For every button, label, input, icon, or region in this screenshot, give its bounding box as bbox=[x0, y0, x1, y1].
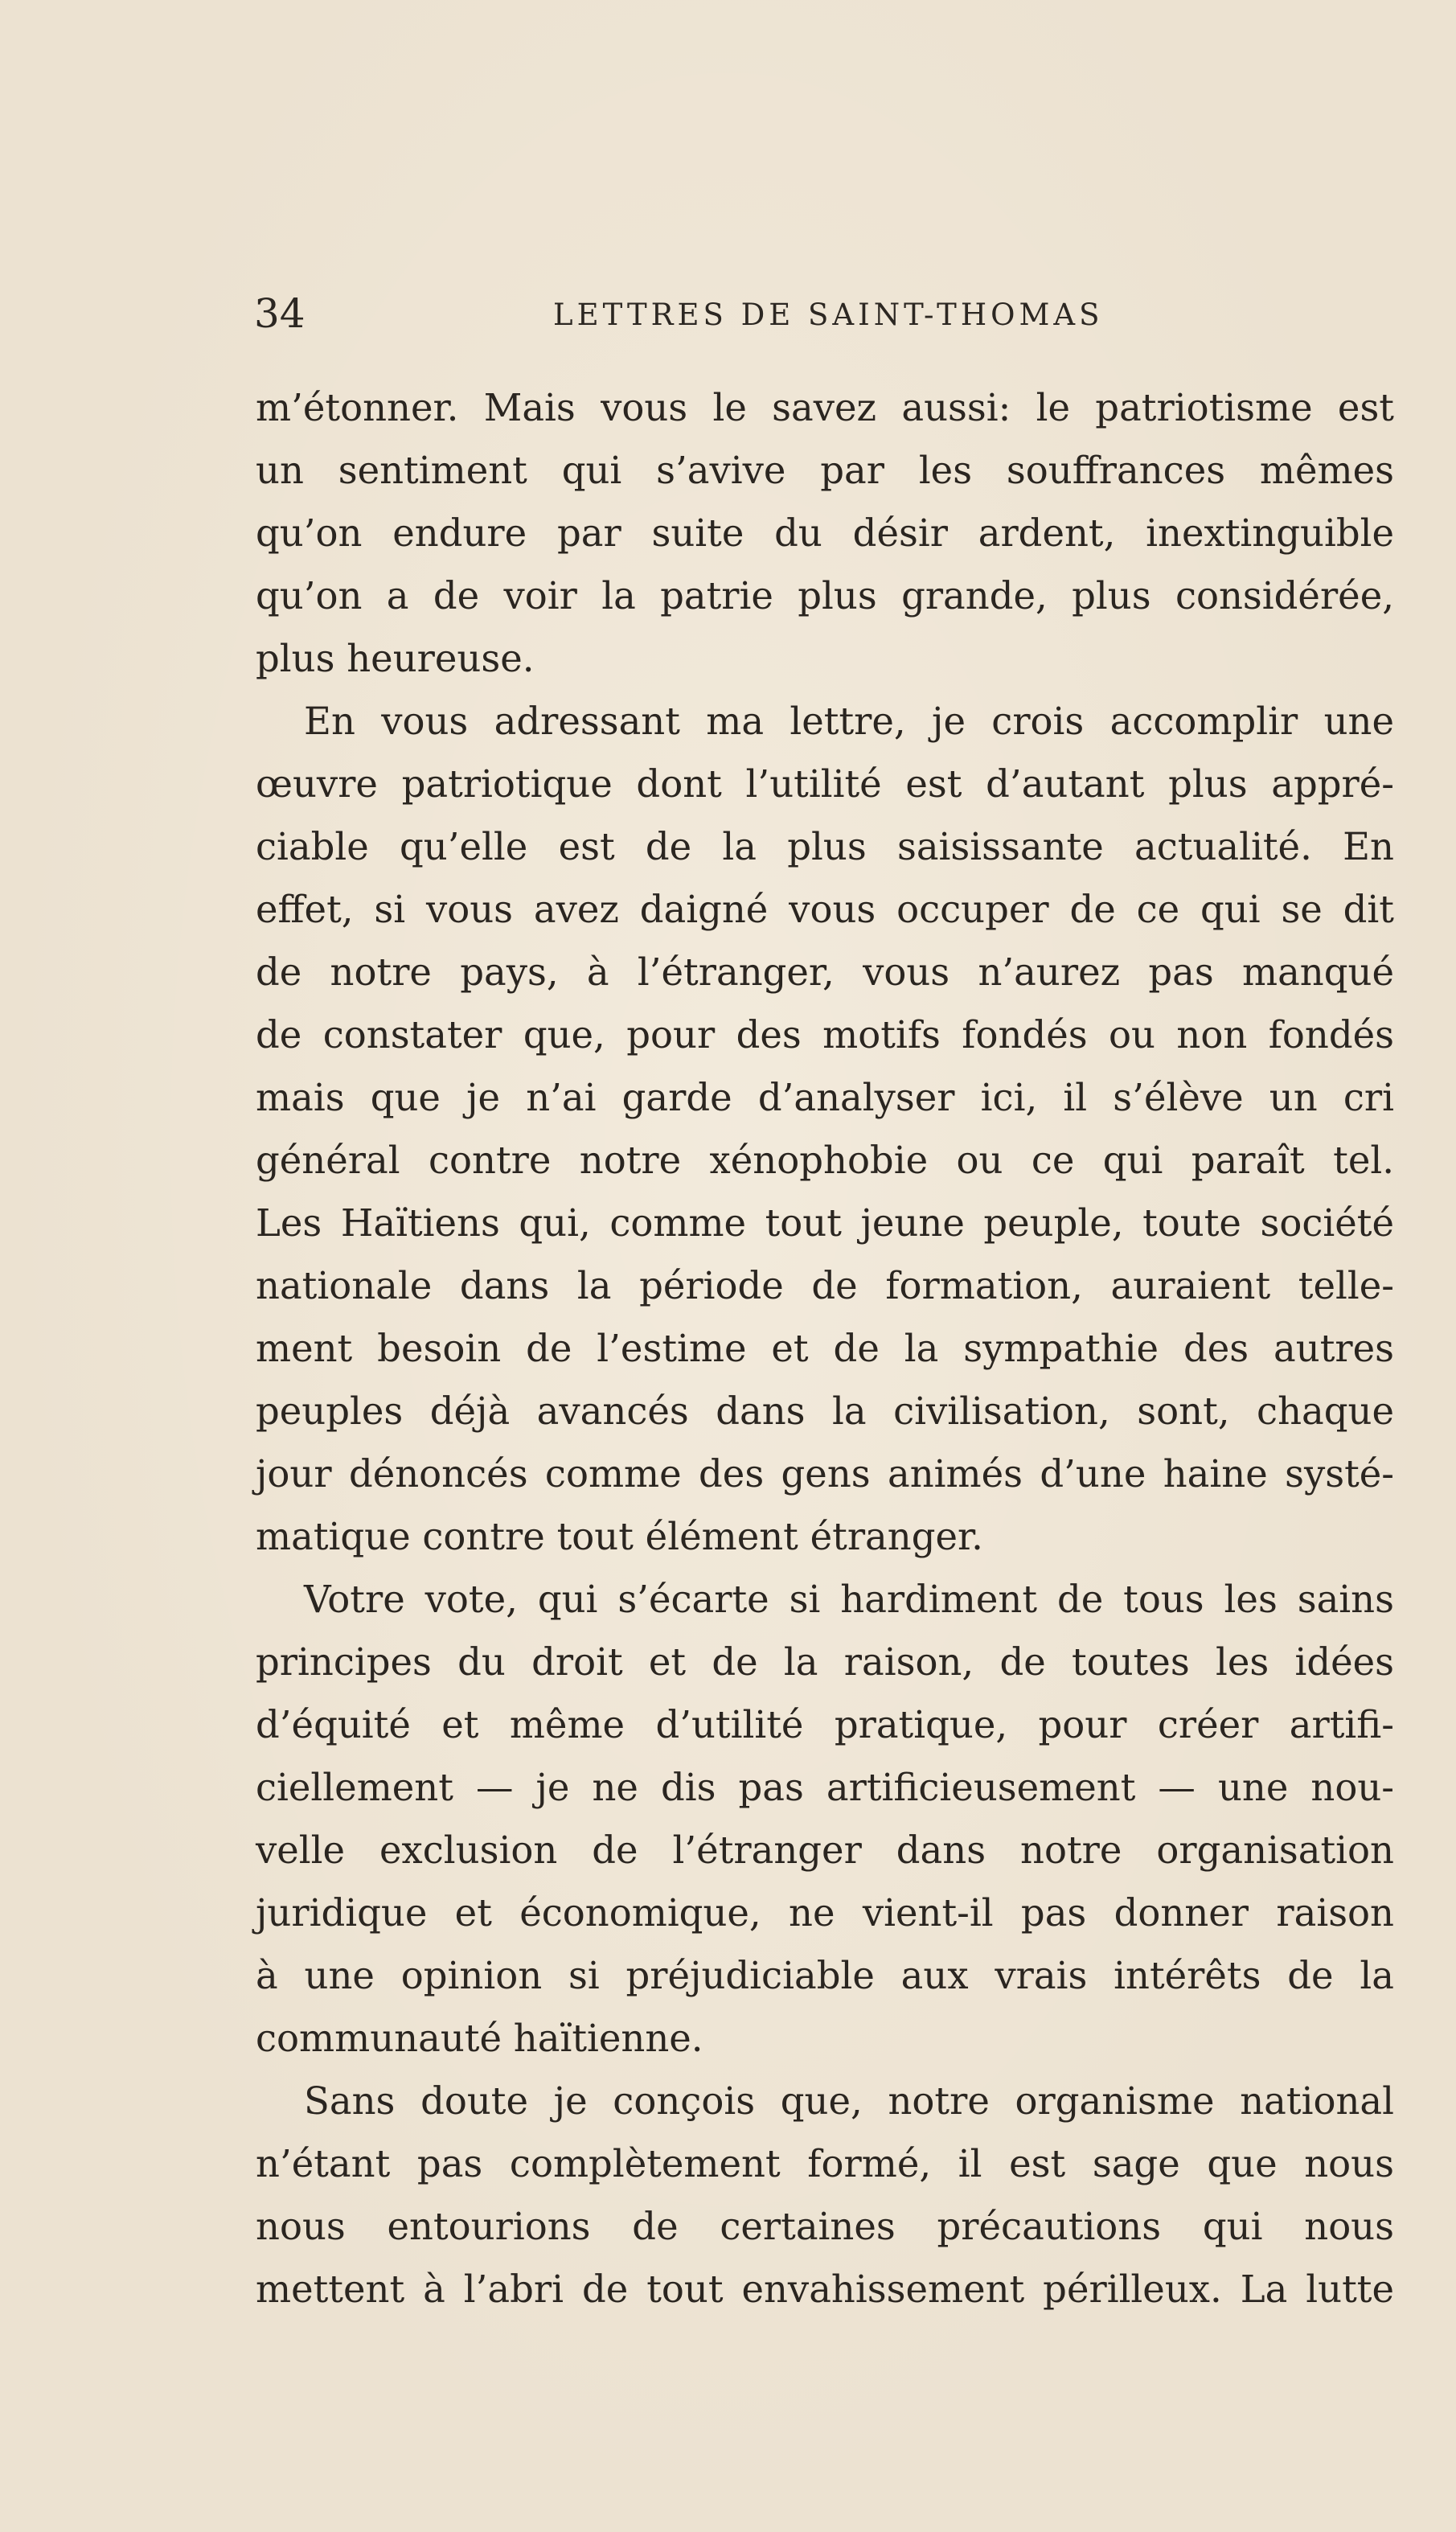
text-line: Votre vote, qui s’écarte si hardiment de tous les sains bbox=[304, 1578, 1394, 1621]
body-text bbox=[256, 376, 1394, 2321]
text-line: principes du droit et de la raison, de toutes les idées bbox=[256, 1640, 1394, 1684]
text-line: ciable qu’elle est de la plus saisissante actualité. En bbox=[256, 825, 1394, 868]
text-line: un sentiment qui s’avive par les souffrances mêmes bbox=[256, 449, 1394, 492]
text-line: n’étant pas complètement formé, il est sage que nous bbox=[256, 2142, 1394, 2185]
text-line: qu’on endure par suite du désir ardent, inextinguible bbox=[256, 511, 1394, 555]
text-line: communauté haïtienne. bbox=[256, 2017, 703, 2060]
text-line: œuvre patriotique dont l’utilité est d’autant plus appré- bbox=[256, 762, 1394, 806]
text-line: plus heureuse. bbox=[256, 637, 535, 680]
text-line: d’équité et même d’utilité pratique, pour créer artifi- bbox=[256, 1703, 1394, 1746]
text-line: En vous adressant ma lettre, je crois accomplir une bbox=[304, 700, 1394, 743]
text-line: m’étonner. Mais vous le savez aussi: le patriotisme est bbox=[256, 386, 1394, 429]
text-line: à une opinion si préjudiciable aux vrais intérêts de la bbox=[256, 1954, 1394, 1997]
text-line: matique contre tout élément étranger. bbox=[256, 1515, 983, 1558]
text-line: mais que je n’ai garde d’analyser ici, il s’élève un cri bbox=[256, 1076, 1394, 1119]
text-line: effet, si vous avez daigné vous occuper de ce qui se dit bbox=[256, 888, 1394, 931]
page-number: 34 bbox=[254, 290, 306, 337]
text-line: juridique et économique, ne vient-il pas donner raison bbox=[256, 1891, 1394, 1935]
running-title: LETTRES DE SAINT-THOMAS bbox=[553, 298, 1104, 332]
text-line: ciellement — je ne dis pas artificieusement — une nou- bbox=[256, 1766, 1394, 1809]
text-line: nationale dans la période de formation, auraient telle- bbox=[256, 1264, 1394, 1307]
text-line: Les Haïtiens qui, comme tout jeune peuple, toute société bbox=[256, 1201, 1394, 1245]
text-line: nous entourions de certaines précautions qui nous bbox=[256, 2205, 1394, 2248]
text-line: mettent à l’abri de tout envahissement périlleux. La lutte bbox=[256, 2267, 1394, 2311]
text-line: velle exclusion de l’étranger dans notre organisation bbox=[256, 1828, 1394, 1872]
text-line: général contre notre xénophobie ou ce qui paraît tel. bbox=[256, 1139, 1394, 1182]
text-line: de notre pays, à l’étranger, vous n’aurez pas manqué bbox=[256, 950, 1394, 994]
text-line: qu’on a de voir la patrie plus grande, plus considérée, bbox=[256, 574, 1394, 618]
text-line: ment besoin de l’estime et de la sympathie des autres bbox=[256, 1327, 1394, 1370]
text-line: de constater que, pour des motifs fondés ou non fondés bbox=[256, 1013, 1394, 1057]
text-line: Sans doute je conçois que, notre organisme national bbox=[304, 2079, 1394, 2123]
text-line: peuples déjà avancés dans la civilisation, sont, chaque bbox=[256, 1389, 1394, 1433]
page-header bbox=[254, 289, 1134, 338]
text-line: jour dénoncés comme des gens animés d’une haine systé- bbox=[256, 1452, 1394, 1496]
